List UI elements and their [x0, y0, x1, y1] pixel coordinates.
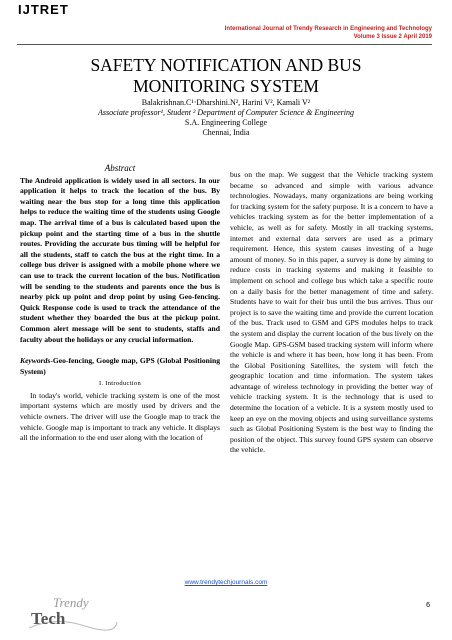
footer-url-link[interactable]: www.trendytechjournals.com — [184, 579, 268, 586]
journal-volume: Volume 3 Issue 2 April 2019 — [353, 34, 432, 40]
journal-header — [225, 25, 432, 41]
keywords-text: -Geo-fencing, Google map, GPS (Global Positioning System) — [20, 356, 220, 376]
trendy-tech-logo — [25, 588, 120, 636]
introduction-paragraph: In today's world, vehicle tracking system is one of the most important systems which are mostly used by drivers and the vehicle owners. The driver will use the Google map to track the vehicle. Google map is important to track any vehicle. It displays all the information to the end user along with the location of — [20, 390, 220, 443]
title-line-2: MONITORING SYSTEM — [133, 76, 319, 96]
journal-name: International Journal of Trendy Research in Engineering and Technology — [224, 26, 432, 32]
keywords-label: Keywords — [20, 356, 51, 366]
abstract-heading: Abstract — [104, 163, 136, 173]
section-heading-introduction: I. Introduction — [98, 380, 142, 388]
author-block — [0, 98, 452, 138]
journal-logo: IJTRET — [18, 2, 69, 17]
logo-word-trendy: Trendy — [53, 595, 89, 610]
page-number: 6 — [426, 602, 430, 609]
logo-word-tech: Tech — [31, 609, 66, 628]
left-column — [20, 163, 220, 444]
abstract-body: The Android application is widely used in all sectors. In our application it helps to track the location of the bus. By waiting near the bus stop for a long time this application helps to reduce the waiting time of the students using Google map. The arrival time of a bus is calculated based upon the pickup point and the starting time of a bus in the shuttle routes. Providing the accurate bus timing will be helpful for all the students, staff to catch the bus at the right time. In a college bus driver is assigned with a mobile phone where we can use to track the current location of the bus. Notification will be sending to the students and parents once the bus is nearby pick up point and drop point by using Geo-fencing. Quick Response code is used to track the attendance of the student whether they boarded the bus at the pickup point. Common alert message will be sent to students, staffs and faculty about the holidays or any crucial information. — [20, 175, 220, 344]
college-city: Chennai, India — [202, 128, 250, 137]
right-column-text: bus on the map. We suggest that the Vehicle tracking system became so advanced and simple with various advance technologies. Nowadays, many organizations are being working for tracking system for the safety purpose. It is a concern to have a vehicles tracking system as for the better implementation of a vehicle, as well as for safety. Mostly in all tracking systems, internet and external data servers are used as a primary requirement. Hence, this system causes investing of a huge amount of money. So in this paper, a survey is done by aiming to reduce costs in tracking systems and making it feasible to implement on school and college bus which take a specific route on a daily basis for the better management of time and safety. Students have to wait for their bus until the bus arrives. Thus our project is to save the waiting time and provide the current location of the bus. Track used to GSM and GPS modules helps to track the system and display the current location of the bus lively on the Google Map. GPS-GSM based tracking system will inform where the vehicle is and where it has been, how long it has been. From the Global Positioning Satellites, the system will fetch the geographic location and time information. The system takes advantage of wireless technology in providing the better way of vehicle tracking system. It is the technology that is used to determine the location of a vehicle. It is a system mostly used to keep an eye on the moving objects and using surveillance systems such as Global Positioning System is the best way to finding the position of the object. This survey found GPS system can observe the vehicle. — [230, 170, 433, 455]
paper-title — [0, 55, 452, 97]
author-affiliation: Associate professor¹, Student ² Department of Computer Science & Engineering — [97, 108, 354, 117]
college-name: S.A. Engineering College — [184, 118, 268, 127]
keywords — [20, 356, 220, 377]
title-line-1: SAFETY NOTIFICATION AND BUS — [90, 55, 362, 75]
right-column — [230, 170, 433, 456]
header-divider — [17, 44, 432, 45]
author-names: Balakrishnan.C¹·Dharshini.N², Harini V², Kamali V² — [141, 98, 311, 107]
